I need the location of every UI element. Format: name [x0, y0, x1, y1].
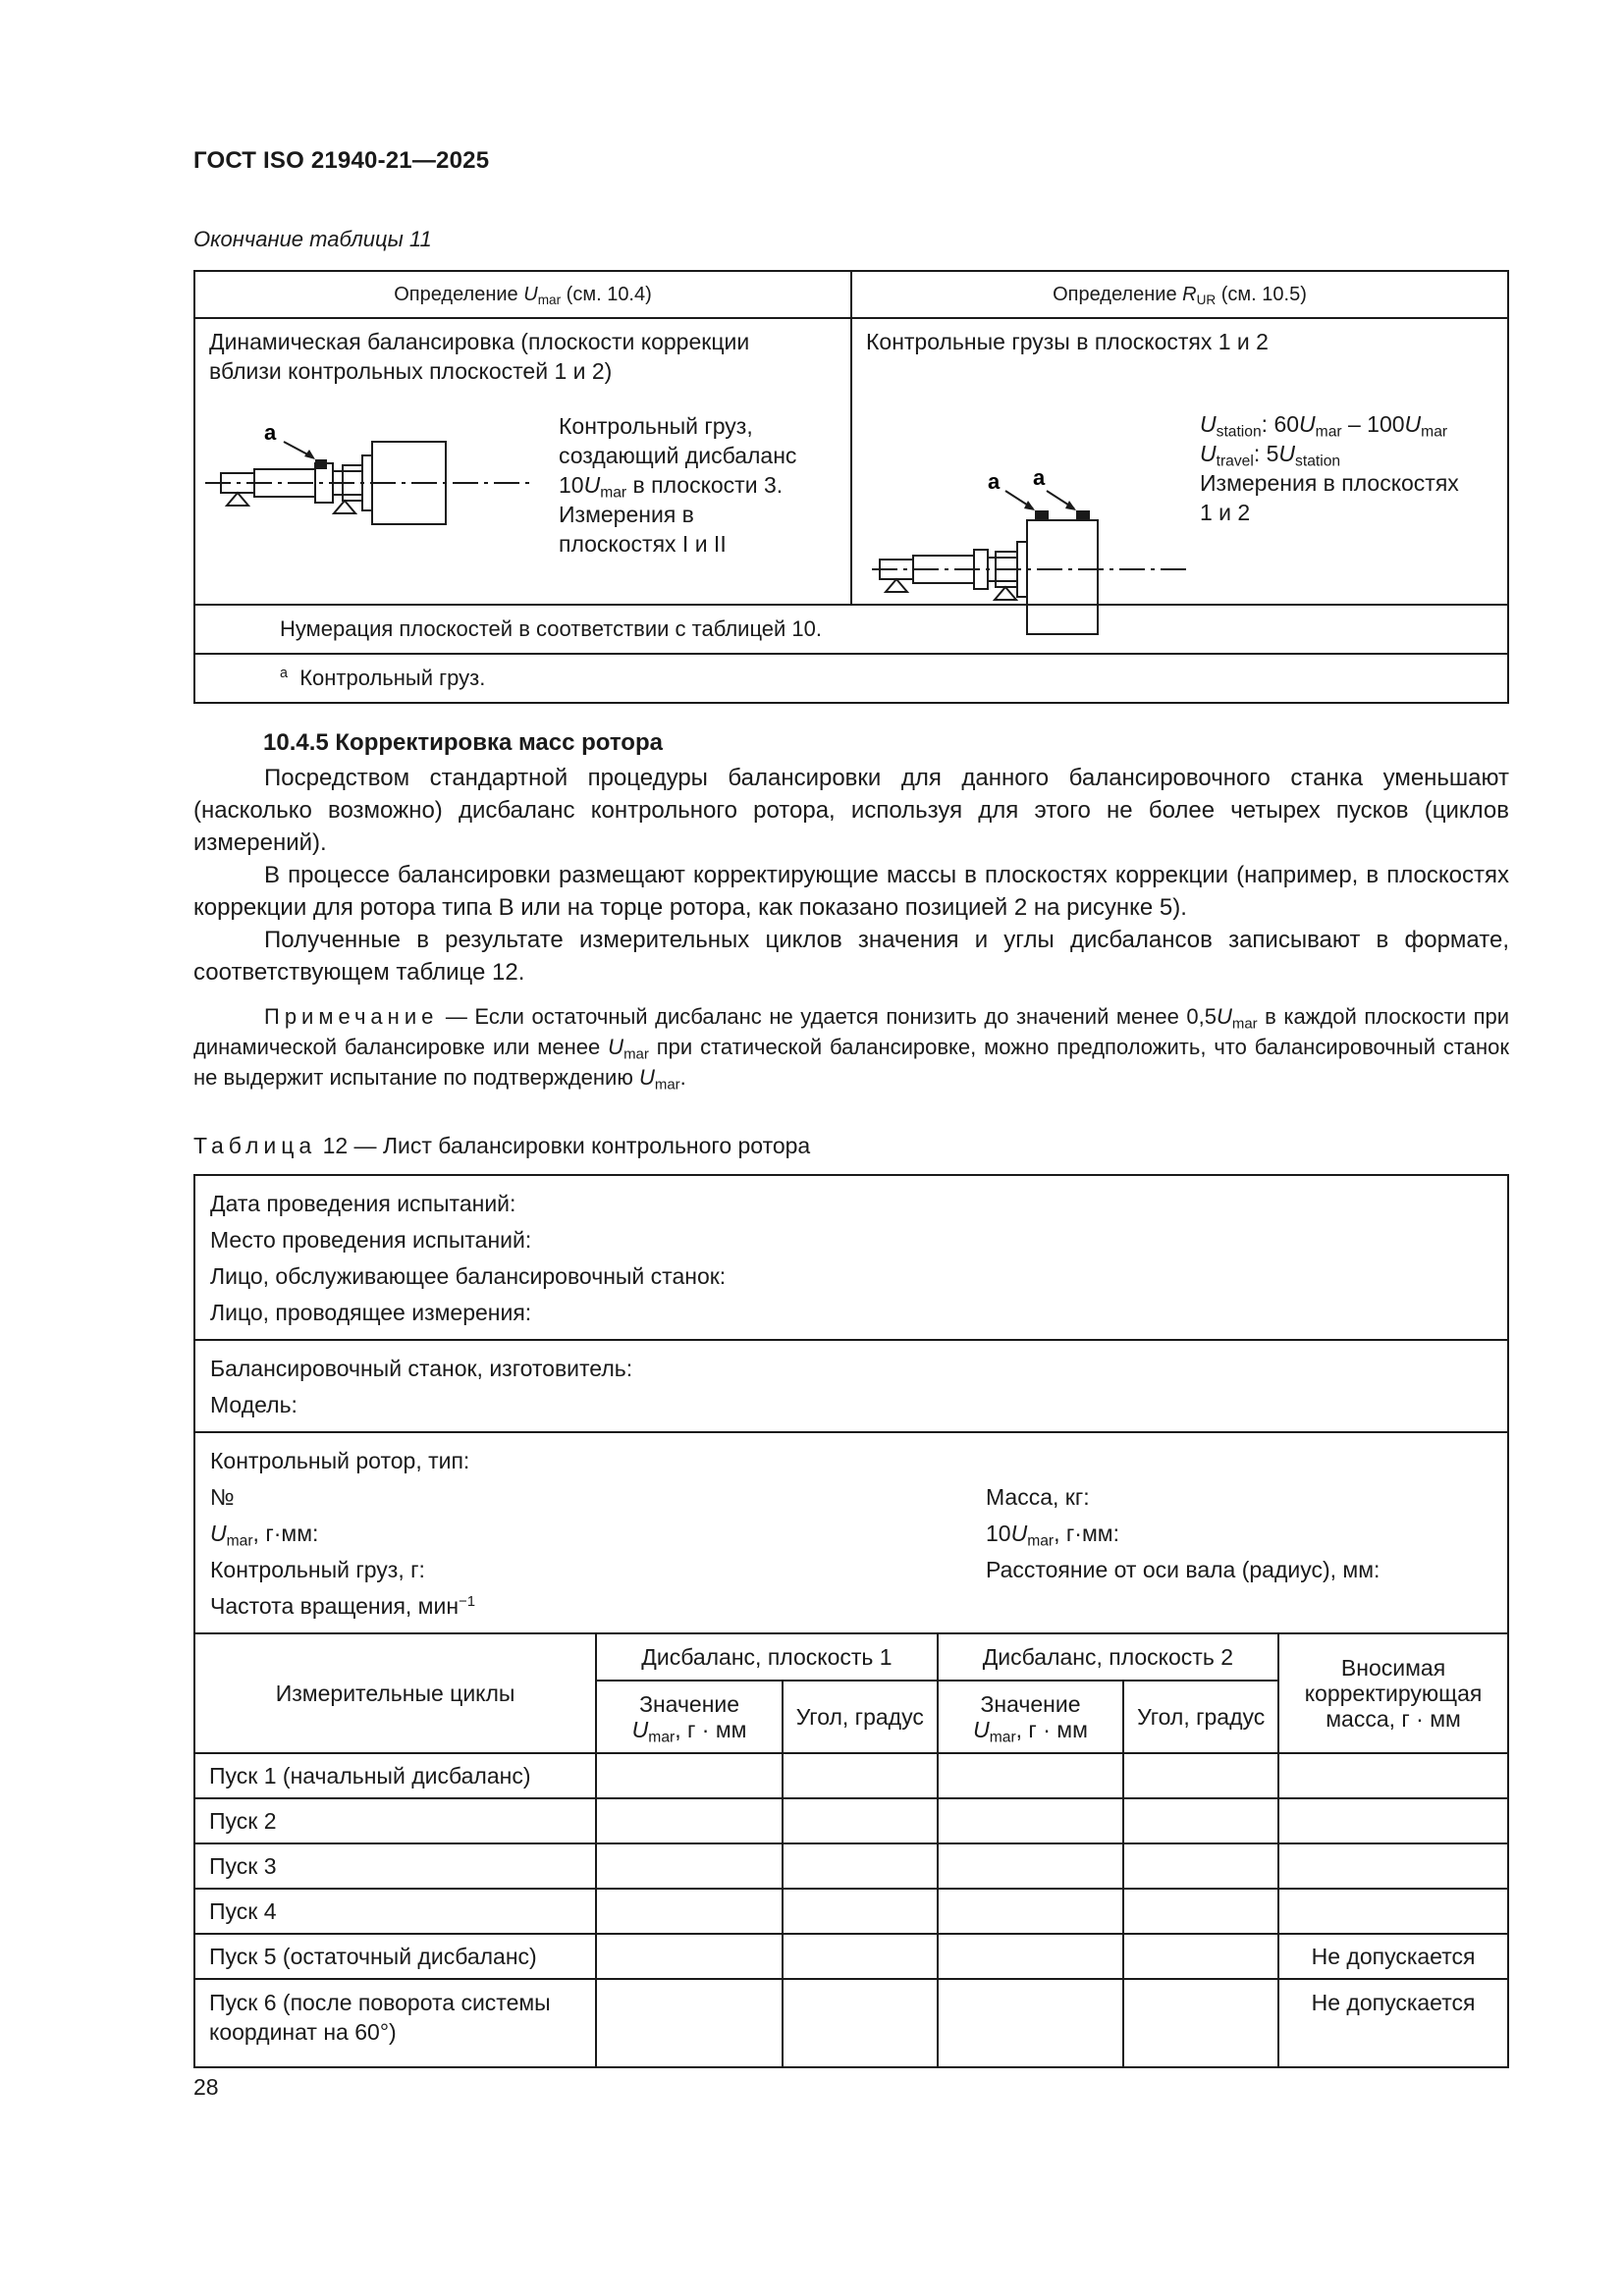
cell-value-p1 — [596, 1889, 783, 1934]
cell-angle-p1 — [783, 1843, 938, 1889]
cycle-label: Пуск 6 (после поворота системы координат на 60°) — [194, 1979, 596, 2067]
cell-value-p2 — [938, 1798, 1124, 1843]
cycle-label: Пуск 3 — [194, 1843, 596, 1889]
cell-correction: Не допускается — [1278, 1934, 1508, 1979]
cell-value-p1 — [596, 1979, 783, 2067]
col-header-value-p1: Значение $U_{mar}$, г · мм — [596, 1681, 783, 1753]
test-info-block — [194, 1175, 1508, 1340]
table-row — [194, 1934, 1508, 1979]
test-weight-label-a: a — [264, 420, 277, 445]
cycle-label: Пуск 4 — [194, 1889, 596, 1934]
table11-footnote-a: $^a$ Контрольный груз. — [194, 654, 1508, 703]
page-number: 28 — [193, 2074, 219, 2100]
test-weight-label-a2: a — [1033, 465, 1046, 490]
cell-correction — [1278, 1889, 1508, 1934]
cycle-label: Пуск 2 — [194, 1798, 596, 1843]
cell-angle-p1 — [783, 1934, 938, 1979]
table-row — [194, 1979, 1508, 2067]
cycle-label: Пуск 1 (начальный дисбаланс) — [194, 1753, 596, 1798]
table12-caption: Таблица 12 — Лист балансировки контрольного ротора — [193, 1133, 811, 1158]
cell-value-p2 — [938, 1979, 1124, 2067]
section-heading: 10.4.5 Корректировка масс ротора — [263, 729, 663, 756]
col-header-angle-p1: Угол, градус — [783, 1681, 938, 1753]
section-body — [193, 762, 1509, 988]
table11-col2-header: Определение $R_{UR}$ (см. 10.5) — [851, 271, 1508, 318]
cell-angle-p2 — [1123, 1889, 1278, 1934]
section-paragraph-1: Посредством стандартной процедуры балансировки для данного балансировочного станка уменьшают (насколько возможно) дисбаланс контрольного ротора, используя для этого не более четырех пусков (циклов измерений). — [193, 765, 1509, 856]
cell-correction — [1278, 1798, 1508, 1843]
rotor-info-block — [194, 1432, 1508, 1633]
machine-operator-field: Лицо, обслуживающее балансировочный станок: — [210, 1263, 727, 1289]
cell-value-p2 — [938, 1753, 1124, 1798]
document-header: ГОСТ ISO 21940-21—2025 — [193, 147, 490, 174]
note-paragraph: Примечание — Если остаточный дисбаланс не удается понизить до значений менее $0,5U_{mar}$ в каждой плоскости при динамической балансировке или менее $U_{mar}$ при статической балансировке, можно предположить, что балансировочный станок не выдержит испытание по подтверждению $U_{mar}$. — [193, 1004, 1510, 1094]
cell-value-p2 — [938, 1889, 1124, 1934]
table11-cell-dynamic — [194, 318, 851, 605]
col-header-plane2: Дисбаланс, плоскость 2 — [938, 1633, 1278, 1681]
table-row — [194, 1843, 1508, 1889]
umar-field: $U_{mar}$, г·мм: — [210, 1521, 319, 1550]
cycle-label: Пуск 5 (остаточный дисбаланс) — [194, 1934, 596, 1979]
test-date-field: Дата проведения испытаний: — [210, 1191, 516, 1216]
test-weights-title: Контрольные грузы в плоскостях 1 и 2 — [866, 329, 1269, 354]
table11-cell-test-weights — [851, 318, 1508, 605]
cell-angle-p2 — [1123, 1843, 1278, 1889]
table-11 — [193, 270, 1509, 704]
dynamic-balancing-description: Контрольный груз, создающий дисбаланс $10U_{mar}$ в плоскости 3. Измерения в плоскостях I и II — [559, 413, 797, 557]
rotor-diagram-dynamic — [205, 412, 559, 569]
measurer-field: Лицо, проводящее измерения: — [210, 1300, 532, 1325]
test-weights-description: $U_{station}$: $60U_{mar} - 100U_{mar}$ $U_{travel}$: $5U_{station}$ Измерения в плоскостях 1 и 2 — [1200, 411, 1459, 525]
table11-footnote-planes: Нумерация плоскостей в соответствии с таблицей 10. — [194, 605, 1508, 654]
cell-angle-p1 — [783, 1979, 938, 2067]
cell-angle-p1 — [783, 1889, 938, 1934]
machine-info-block — [194, 1340, 1508, 1432]
cell-value-p1 — [596, 1798, 783, 1843]
cell-angle-p1 — [783, 1798, 938, 1843]
cell-correction: Не допускается — [1278, 1979, 1508, 2067]
cell-value-p1 — [596, 1843, 783, 1889]
cell-angle-p2 — [1123, 1934, 1278, 1979]
table11-col1-header: Определение $U_{mar}$ (см. 10.4) — [194, 271, 851, 318]
table-row — [194, 1889, 1508, 1934]
radius-field: Расстояние от оси вала (радиус), мм: — [986, 1557, 1380, 1582]
test-weight-label-a1: a — [988, 469, 1001, 494]
cell-value-p2 — [938, 1934, 1124, 1979]
umar10-field: $10U_{mar}$, г·мм: — [986, 1521, 1119, 1550]
col-header-angle-p2: Угол, градус — [1123, 1681, 1278, 1753]
col-header-cycles: Измерительные циклы — [194, 1633, 596, 1753]
cell-angle-p2 — [1123, 1753, 1278, 1798]
rotation-speed-field: Частота вращения, мин$^{-1}$ — [210, 1592, 476, 1619]
table-row — [194, 1798, 1508, 1843]
section-paragraph-2: В процессе балансировки размещают корректирующие массы в плоскостях коррекции (например, в плоскостях коррекции для ротора типа В или на торце ротора, как показано позицией 2 на рисунке 5). — [193, 862, 1509, 921]
test-place-field: Место проведения испытаний: — [210, 1227, 532, 1253]
cell-angle-p2 — [1123, 1979, 1278, 2067]
rotor-type-field: Контрольный ротор, тип: — [210, 1448, 470, 1473]
table-12 — [193, 1174, 1509, 2068]
section-paragraph-3: Полученные в результате измерительных циклов значения и углы дисбалансов записывают в формате, соответствующем таблице 12. — [193, 927, 1509, 986]
col-header-plane1: Дисбаланс, плоскость 1 — [596, 1633, 937, 1681]
col-header-correction: Вносимая корректирующая масса, г · мм — [1278, 1633, 1508, 1753]
machine-manufacturer-field: Балансировочный станок, изготовитель: — [210, 1356, 633, 1381]
table-row — [194, 1753, 1508, 1798]
table11-caption: Окончание таблицы 11 — [193, 227, 432, 251]
cell-correction — [1278, 1753, 1508, 1798]
cell-angle-p1 — [783, 1753, 938, 1798]
dynamic-balancing-title: Динамическая балансировка (плоскости коррекции вблизи контрольных плоскостей 1 и 2) — [209, 329, 750, 384]
cell-value-p2 — [938, 1843, 1124, 1889]
cell-value-p1 — [596, 1934, 783, 1979]
cell-value-p1 — [596, 1753, 783, 1798]
test-mass-field: Контрольный груз, г: — [210, 1557, 425, 1582]
cell-angle-p2 — [1123, 1798, 1278, 1843]
cell-correction — [1278, 1843, 1508, 1889]
machine-model-field: Модель: — [210, 1392, 298, 1417]
col-header-value-p2: Значение $U_{mar}$, г · мм — [938, 1681, 1124, 1753]
rotor-number-field: № — [210, 1484, 235, 1510]
rotor-diagram-test-weights — [872, 412, 1206, 609]
rotor-mass-field: Масса, кг: — [986, 1484, 1090, 1510]
